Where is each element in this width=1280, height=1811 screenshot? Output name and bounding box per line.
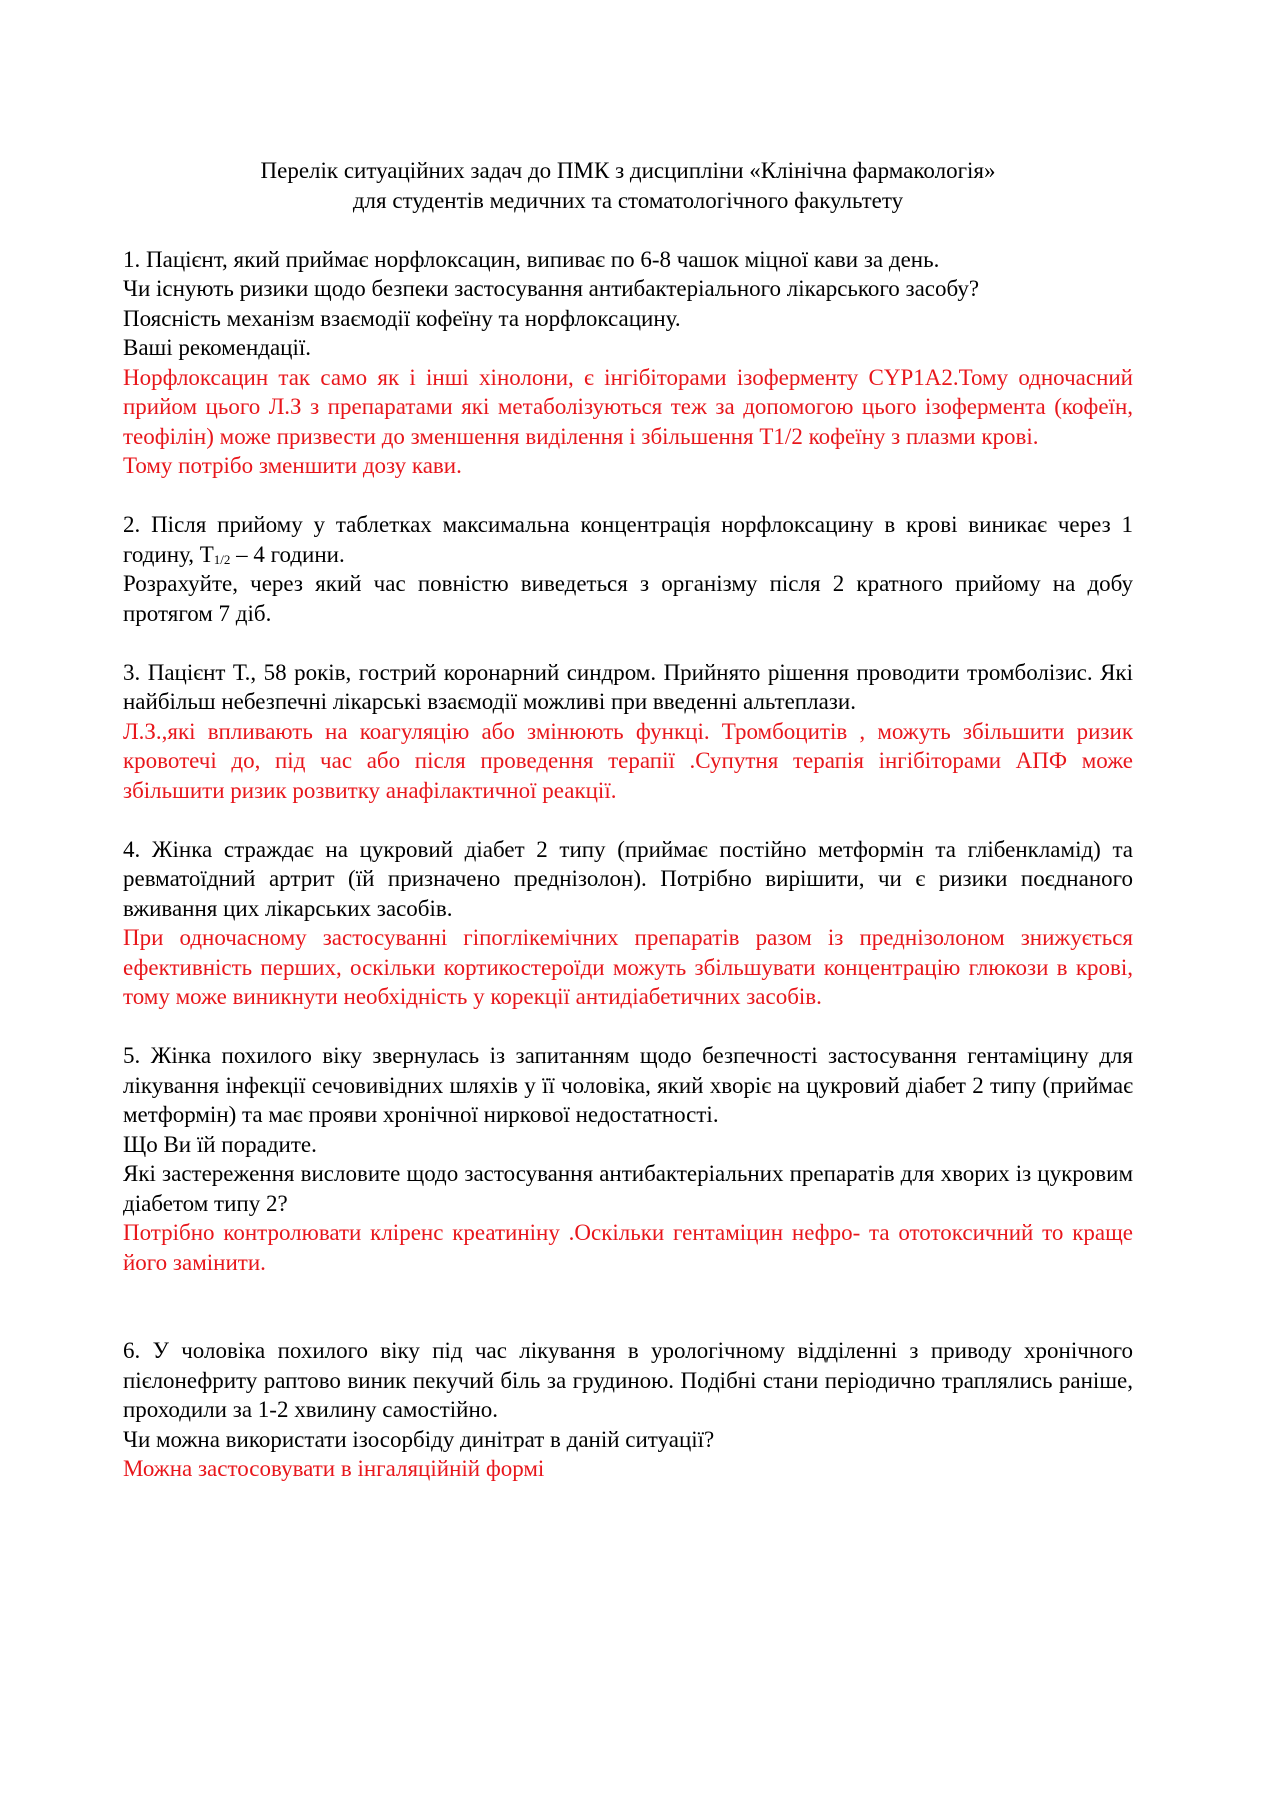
task-3 <box>123 658 1133 806</box>
task-2-text-a: 2. Після прийому у таблетках максимальна концентрація норфлоксацину в крові виникає через 1 годину, Т <box>123 512 1133 567</box>
task-1-question-line: Чи існують ризики щодо безпеки застосування антибактеріального лікарського засобу? <box>123 276 980 301</box>
task-2-text-b: – 4 години. <box>230 541 345 567</box>
task-2-question <box>123 510 1133 569</box>
task-5-answer: Потрібно контролювати кліренс креатиніну .Оскільки гентаміцин нефро- та ототоксичний то краще його замінити. <box>123 1220 1133 1275</box>
task-4-question: 4. Жінка страждає на цукровий діабет 2 типу (приймає постійно метформін та глібенкламід) та ревматоїдний артрит (їй призначено преднізолон). Потрібно вирішити, чи є ризики поєднаного вживання цих лікарських засобів. <box>123 836 1133 921</box>
task-1-answer-line: Тому потрібо зменшити дозу кави. <box>123 453 462 478</box>
task-4 <box>123 835 1133 1012</box>
task-3-answer: Л.З.,які впливають на коагуляцію або змінюють функці. Тромбоцитів , можуть збільшити ризик кровотечі до, під час або після проведення терапії .Супутня терапія інгібіторами АПФ може збільшити ризик розвитку анафілактичної реакції. <box>123 718 1133 803</box>
half-life-subscript: 1/2 <box>213 551 231 567</box>
task-5-question-line: Що Ви їй порадите. <box>123 1131 317 1157</box>
task-4-answer: При одночасному застосуванні гіпоглікемічних препаратів разом із преднізолоном знижується ефективність перших, оскільки кортикостероїди можуть збільшувати концентрацію глюкози в крові, тому може виникнути необхідність у корекції антидіабетичних засобів. <box>123 925 1133 1009</box>
task-6 <box>123 1336 1133 1484</box>
task-1-question-line: Ваші рекомендації. <box>123 335 311 360</box>
task-3-question: 3. Пацієнт Т., 58 років, гострий коронарний синдром. Прийнято рішення проводити тромболізис. Які найбільш небезпечні лікарські взаємодії можливі при введенні альтеплази. <box>123 659 1133 714</box>
task-6-question-line: Чи можна використати ізосорбіду динітрат в даній ситуації? <box>123 1426 715 1452</box>
task-5-question: 5. Жінка похилого віку звернулась із запитанням щодо безпечності застосування гентаміцину для лікування інфекції сечовивідних шляхів у її чоловіка, який хворіє на цукровий діабет 2 типу (приймає метформін) та має прояви хронічної ниркової недостатності. <box>123 1043 1133 1127</box>
task-1-question: 1. Пацієнт, який приймає норфлоксацин, випиває по 6-8 чашок міцної кави за день. <box>123 246 940 272</box>
task-2-question-line: Розрахуйте, через який час повністю виведеться з організму після 2 кратного прийому на добу протягом 7 діб. <box>123 571 1133 626</box>
document-title-line-1: Перелік ситуаційних задач до ПМК з дисципліни «Клінічна фармакологія» <box>260 158 996 183</box>
document-title-line-2: для студентів медичних та стоматологічного факультету <box>352 187 904 213</box>
task-1 <box>123 245 1133 481</box>
document-page <box>123 156 1133 1484</box>
task-5-question-line: Які застереження висловите щодо застосування антибактеріальних препаратів для хворих із цукровим діабетом типу 2? <box>123 1161 1133 1216</box>
task-6-answer: Можна застосовувати в інгаляційній формі <box>123 1456 545 1481</box>
task-1-answer: Норфлоксацин так само як і інші хінолони, є інгібіторами ізоферменту CYP1A2.Тому одночасний прийом цього Л.З з препаратами які метаболізуються теж за допомогою цього ізофермента (кофеїн, теофілін) може призвести до зменшення виділення і збільшення T1/2 кофеїну з плазми крові. <box>123 364 1133 449</box>
task-2 <box>123 510 1133 628</box>
task-6-question: 6. У чоловіка похилого віку під час лікування в урологічному відділенні з приводу хронічного пієлонефриту раптово виник пекучий біль за грудиною. Подібні стани періодично траплялись раніше, проходили за 1-2 хвилину самостійно. <box>123 1338 1133 1422</box>
task-5 <box>123 1041 1133 1277</box>
task-1-question-line: Поясність механізм взаємодії кофеїну та норфлоксацину. <box>123 305 681 331</box>
